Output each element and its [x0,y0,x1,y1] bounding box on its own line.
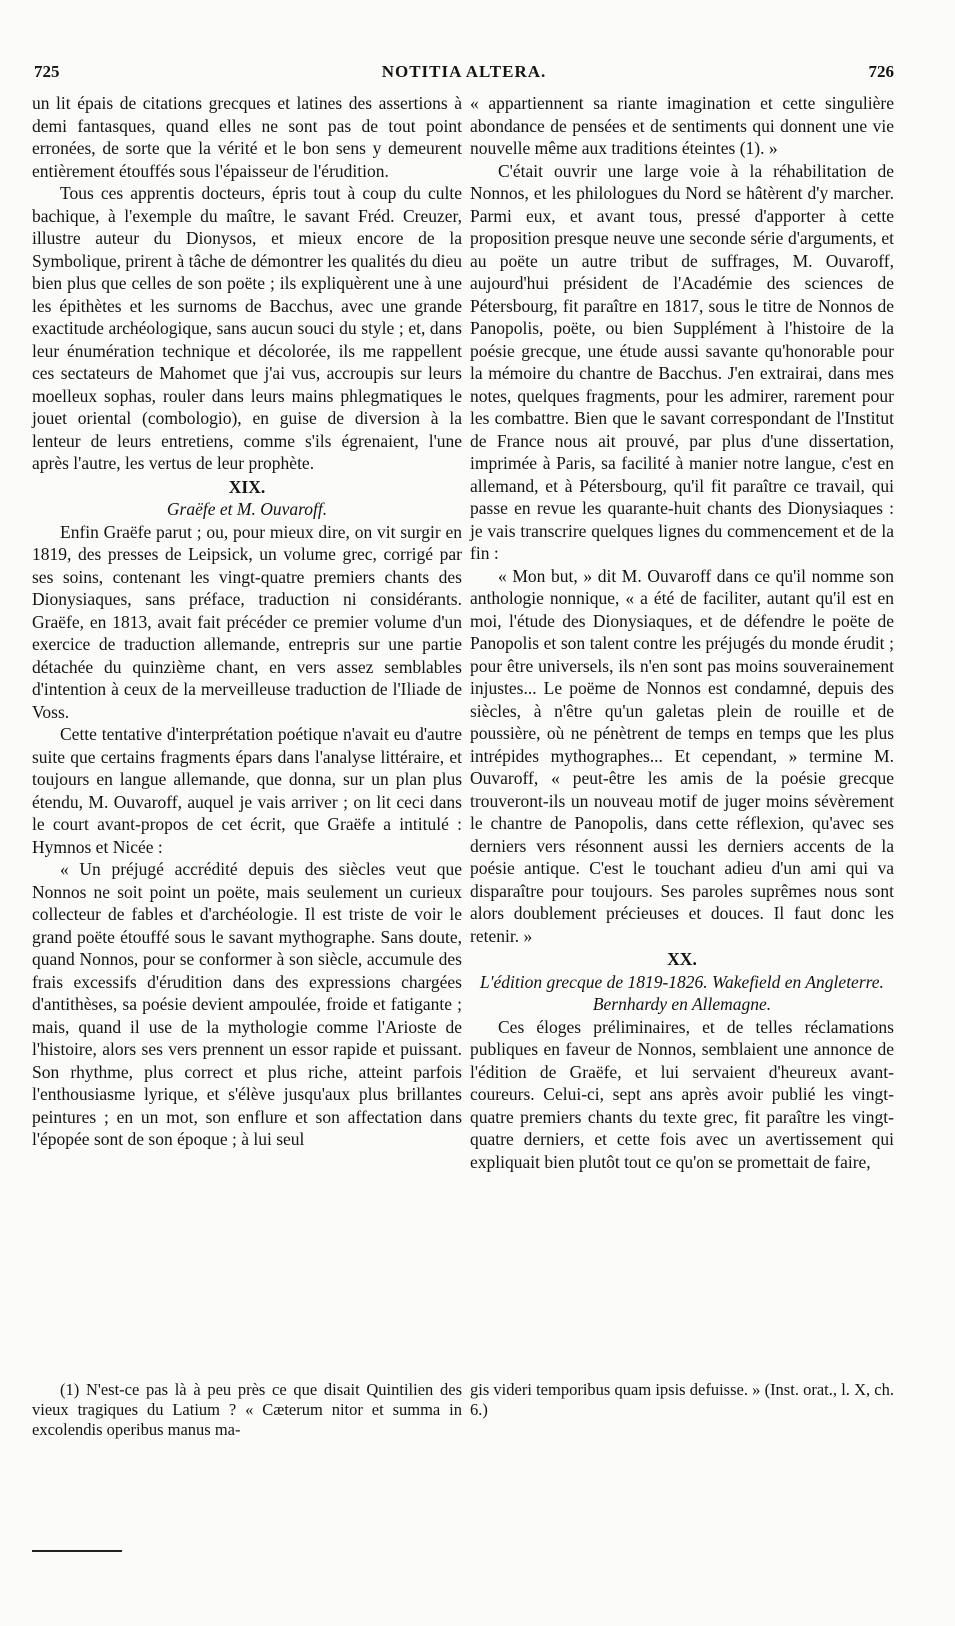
paragraph: Ces éloges préliminaires, et de telles réclamations publiques en faveur de Nonnos, semblaient une annonce de l'édition de Graëfe, et lui servaient d'heureux avant-coureurs. Celui-ci, sept ans après avoir publié les vingt-quatre premiers chants du texte grec, fit paraître les vingt-quatre derniers, et cette fois avec un avertissement qui expliquait bien plutôt tout ce qu'on se promettait de faire, [470,1016,894,1172]
quotation: « Un préjugé accrédité depuis des siècles veut que Nonnos ne soit point un poëte, mais seulement un curieux collecteur de fables et d'archéologie. Il est triste de voir le grand poëte étouffé sous le savant mythographe. Sans doute, quand Nonnos, pour se conformer à son siècle, accumule des frais excessifs d'érudition dans des expressions chargées d'antithèses, sa poésie devient ampoulée, froide et fatigante ; mais, quand il use de la mythologie comme l'Arioste de l'histoire, alors ses vers prennent un essor rapide et puissant. Son rhythme, plus correct et plus riche, atteint parfois l'enthousiasme lyrique, et s'élève jusqu'aux plus brillantes peintures ; en un mot, son enflure et son affectation dans l'épopée sont de son époque ; à lui seul [32,859,463,1149]
right-column [470,92,894,1173]
paragraph: Enfin Graëfe parut ; ou, pour mieux dire, on vit surgir en 1819, des presses de Leipsick, un volume grec, corrigé par ses soins, contenant les vingt-quatre premiers chants des Dionysiaques, sans préface, traduction ni considérants. Graëfe, en 1813, avait fait précéder ce premier volume d'un exercice de traduction allemande, entrepris sur une partie détachée du quinzième chant, en vers assez semblables d'intention à ceux de la merveilleuse traduction de l'Iliade de Voss. [32,521,462,722]
quotation-text: appartiennent sa riante imagination et cette singulière abondance de pensées et de sentiments qui donnent une vie nouvelle même aux traditions éteintes (1). » [470,93,894,158]
section-title: Graëfe et M. Ouvaroff. [166,499,328,519]
page-number-left: 725 [34,62,60,81]
paragraph: C'était ouvrir une large voie à la réhabilitation de Nonnos, et les philologues du Nord se hâtèrent d'y marcher. Parmi eux, et avant tous, pressé d'apporter à cette proposition presque neuve une seconde série d'arguments, et au poëte un autre tribut de suffrages, M. Ouvaroff, aujourd'hui président de l'Académie des sciences de Pétersbourg, fit paraître en 1817, sous le titre de Nonnos de Panopolis, poëte, ou bien Supplément à l'histoire de la poésie grecque, une étude aussi savante qu'honorable pour la mémoire du chantre de Bacchus. J'en extrairai, dans mes notes, quelques fragments, pour les admirer, rarement pour les combattre. Bien que le savant correspondant de l'Institut de France nous ait prouvé, par plus d'une dissertation, imprimée à Paris, sa facilité à manier notre langue, c'est en allemand, et à Pétersbourg, qu'il fit paraître ce travail, qui passe en revue les quarante-huit chants des Dionysiaques : je vais transcrire quelques lignes du commencement et de la fin : [470,160,894,563]
quotation: « Mon but, » dit M. Ouvaroff dans ce qu'il nomme son anthologie nonnique, « a été de faciliter, autant qu'il est en moi, l'étude des Dionysiaques, et de défendre le poëte de Panopolis et son talent contre les préjugés du monde érudit ; pour être universels, ils n'en sont pas moins souverainement injustes... Le poëme de Nonnos est condamné, depuis des siècles, à n'être qu'un galetas plein de rouille et de poussière, où ne pénètrent de temps en temps que les plus intrépides mythographes... Et cependant, » termine M. Ouvaroff, « peut-être les amis de la poésie grecque trouveront-ils un nouveau motif de juger moins sévèrement le chantre de Panopolis, dans cette réflexion, qu'avec ses derniers vers résonnent aussi les derniers accents de la poésie antique. C'est le touchant adieu d'un ami qui va disparaître pour toujours. Ses paroles suprêmes nous sont alors doublement précieuses et douces. Il faut donc les retenir. » [470,565,894,946]
section-title: L'édition grecque de 1819-1826. Wakefield en Angleterre. Bernhardy en Allemagne. [480,971,884,1014]
bottom-rule [32,1550,122,1552]
footnote-right [470,1380,894,1420]
paragraph: Tous ces apprentis docteurs, épris tout à coup du culte bachique, à l'exemple du maître, le savant Fréd. Creuzer, illustre auteur du Dionysos, et mieux encore de la Symbolique, prirent à tâche de démontrer les qualités du dieu bien plus que celles de son poëte ; ils expliquèrent une à une les épithètes et les surnoms de Bacchus, avec une grande exactitude archéologique, sans aucun souci du style ; et, dans leur énumération technique et décolorée, ils me rappellent ces sectateurs de Mahomet que j'ai vus, accroupis sur leurs moelleux sophas, rouler dans leurs mains phlegmatiques le jouet oriental (combologio), en guise de diversion à la lenteur de leurs entretiens, comme s'ils égrenaient, l'une après l'autre, les vertus de leur prophète. [32,183,462,473]
running-title: NOTITIA ALTERA. [381,62,547,81]
quotation-continued: « appartiennent sa riante imagination et cette singulière abondance de pensées et de sentiments qui donnent une vie nouvelle même aux traditions éteintes (1). » [470,93,894,158]
paragraph: un lit épais de citations grecques et latines des assertions à demi fantasques, quand elles ne sont pas de tout point erronées, de sorte que la vérité et le bon sens y demeurent entièrement étouffés sous l'épaisseur de l'érudition. [32,93,462,181]
section-number: XX. [667,949,697,969]
page-header [34,62,894,88]
footnote-left [32,1380,462,1440]
section-number: XIX. [228,476,266,497]
quotation-text: Mon but, » dit M. Ouvaroff dans ce qu'il nomme son anthologie nonnique, « a été de faciliter, autant qu'il est en moi, l'étude des Dionysiaques, et de défendre le poëte de Panopolis et son talent contre les préjugés du monde érudit ; pour être universels, ils n'en sont pas moins souverainement injustes... Le poëme de Nonnos est condamné, depuis des siècles, à n'être qu'un galetas plein de rouille et de poussière, où ne pénètrent de temps en temps que les plus intrépides mythographes... Et cependant, » termine M. Ouvaroff, « peut-être les amis de la poésie grecque trouveront-ils un nouveau motif de juger moins sévèrement le chantre de Panopolis, dans cette réflexion, qu'avec ses derniers vers résonnent aussi les derniers accents de la poésie antique. C'est le touchant adieu d'un ami qui va disparaître pour toujours. Ses paroles suprêmes nous sont alors doublement précieuses et douces. Il faut donc les retenir. » [470,565,894,946]
paragraph: Cette tentative d'interprétation poétique n'avait eu d'autre suite que certains fragments épars dans l'analyse littéraire, et toujours en langue allemande, que donna, sur un plan plus étendu, M. Ouvaroff, auquel je vais arriver ; on lit ceci dans le court avant-propos de cet écrit, que Graëfe a intitulé : Hymnos et Nicée : [32,724,462,857]
left-column [32,92,462,1151]
footnote-text: (1) N'est-ce pas là à peu près ce que disait Quintilien des vieux tragiques du Latium ? « Cæterum nitor et summa in excolendis operibus manus ma- [32,1380,462,1439]
quotation-text: Un préjugé accrédité depuis des siècles veut que Nonnos ne soit point un poëte, mais seulement un curieux collecteur de fables et d'archéologie. Il est triste de voir le grand poëte étouffé sous le savant mythographe. Sans doute, quand Nonnos, pour se conformer à son siècle, accumule des frais excessifs d'érudition dans des expressions chargées d'antithèses, sa poésie devient ampoulée, froide et fatigante ; mais, quand il use de la mythologie comme l'Arioste de l'histoire, alors ses vers prennent un essor rapide et puissant. Son rhythme, plus correct et plus riche, atteint parfois l'enthousiasme lyrique, et s'élève jusqu'aux plus brillantes peintures ; en un mot, son enflure et son affectation dans l'épopée sont de son époque ; à lui seul [32,859,463,1149]
footnote-text: gis videri temporibus quam ipsis defuisse. » (Inst. orat., l. X, ch. 6.) [470,1380,894,1419]
page-number-right: 726 [868,62,894,81]
